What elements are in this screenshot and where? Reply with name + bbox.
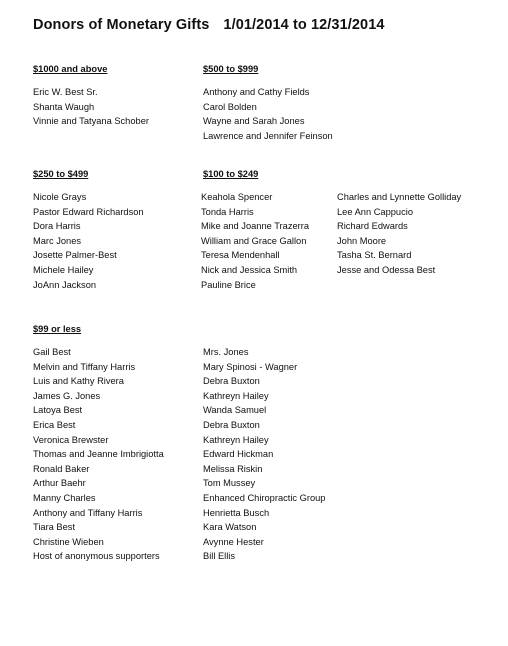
list-99-or-less-col2 (203, 345, 325, 564)
donor-name: Enhanced Chiropractic Group (203, 492, 326, 503)
donor-name: Nicole Grays (33, 192, 87, 202)
heading-99-or-less: $99 or less (33, 324, 82, 334)
donor-name: Mike and Joanne Trazerra (201, 221, 310, 232)
donor-name: Avynne Hester (203, 536, 264, 547)
donor-name: Arthur Baehr (33, 478, 86, 489)
donor-name: Mrs. Jones (203, 347, 249, 357)
donor-name: Michele Hailey (33, 264, 94, 275)
list-100-to-249-col1 (201, 190, 309, 292)
donor-name: Josette Palmer-Best (33, 250, 117, 261)
donor-name: Teresa Mendenhall (201, 250, 280, 261)
date-range: 1/01/2014 to 12/31/2014 (223, 17, 385, 33)
donor-name: Kathreyn Hailey (203, 390, 269, 401)
donor-name: Eric W. Best Sr. (33, 87, 98, 97)
donor-name: Debra Buxton (203, 376, 260, 387)
donor-name: Wayne and Sarah Jones (203, 116, 305, 127)
donor-name: Veronica Brewster (33, 434, 109, 445)
donor-name: Shanta Waugh (33, 101, 95, 112)
donor-name: Latoya Best (33, 405, 83, 416)
donor-name: Christine Wieben (33, 536, 104, 547)
donor-name: Melissa Riskin (203, 463, 263, 474)
donor-name: Edward Hickman (203, 449, 274, 460)
donor-name: Debra Buxton (203, 419, 260, 430)
donor-name: Host of anonymous supporters (33, 551, 160, 562)
donor-name: Erica Best (33, 419, 76, 430)
title-text: Donors of Monetary Gifts (33, 17, 210, 33)
donor-name: JoAnn Jackson (33, 279, 97, 290)
donor-name: Nick and Jessica Smith (201, 264, 298, 275)
donor-name: Ronald Baker (33, 463, 90, 474)
donor-name: John Moore (337, 235, 387, 246)
donor-name: Melvin and Tiffany Harris (33, 361, 136, 372)
donor-name: Pastor Edward Richardson (33, 206, 144, 217)
page-title (33, 17, 385, 33)
heading-1000-and-above: $1000 and above (33, 64, 108, 74)
donor-name: Tonda Harris (201, 206, 254, 217)
donor-name: William and Grace Gallon (201, 235, 307, 246)
list-99-or-less-col1 (33, 345, 164, 564)
donor-name: Jesse and Odessa Best (337, 264, 436, 275)
donor-name: Wanda Samuel (203, 405, 267, 416)
donor-name: Kara Watson (203, 522, 257, 533)
heading-250-to-499: $250 to $499 (33, 169, 89, 179)
donor-name: Tasha St. Bernard (337, 250, 412, 261)
donor-name: Pauline Brice (201, 279, 256, 290)
donor-name: Tom Mussey (203, 478, 256, 489)
donor-name: Vinnie and Tatyana Schober (33, 116, 149, 127)
donor-name: Gail Best (33, 347, 71, 357)
donor-name: Luis and Kathy Rivera (33, 376, 124, 387)
donor-name: James G. Jones (33, 390, 101, 401)
list-500-to-999 (203, 85, 333, 143)
donor-name: Carol Bolden (203, 101, 257, 112)
donor-name: Dora Harris (33, 221, 81, 232)
donor-name: Anthony and Cathy Fields (203, 87, 310, 97)
donor-name: Lawrence and Jennifer Feinson (203, 130, 333, 141)
donor-name: Bill Ellis (203, 551, 236, 562)
list-1000-and-above (33, 85, 149, 129)
list-100-to-249-col2 (337, 190, 461, 278)
donor-name: Lee Ann Cappucio (337, 206, 413, 217)
heading-100-to-249: $100 to $249 (203, 169, 259, 179)
donor-name: Mary Spinosi - Wagner (203, 361, 298, 372)
donor-name: Tiara Best (33, 522, 76, 533)
donor-name: Keahola Spencer (201, 192, 273, 202)
list-250-to-499 (33, 190, 144, 292)
donor-name: Kathreyn Hailey (203, 434, 269, 445)
donor-name: Thomas and Jeanne Imbrigiotta (33, 449, 164, 460)
donor-name: Charles and Lynnette Golliday (337, 192, 462, 202)
donor-name: Anthony and Tiffany Harris (33, 507, 143, 518)
donor-name: Manny Charles (33, 492, 96, 503)
donor-name: Richard Edwards (337, 221, 408, 232)
donor-name: Henrietta Busch (203, 507, 270, 518)
donor-name: Marc Jones (33, 235, 82, 246)
heading-500-to-999: $500 to $999 (203, 64, 259, 74)
